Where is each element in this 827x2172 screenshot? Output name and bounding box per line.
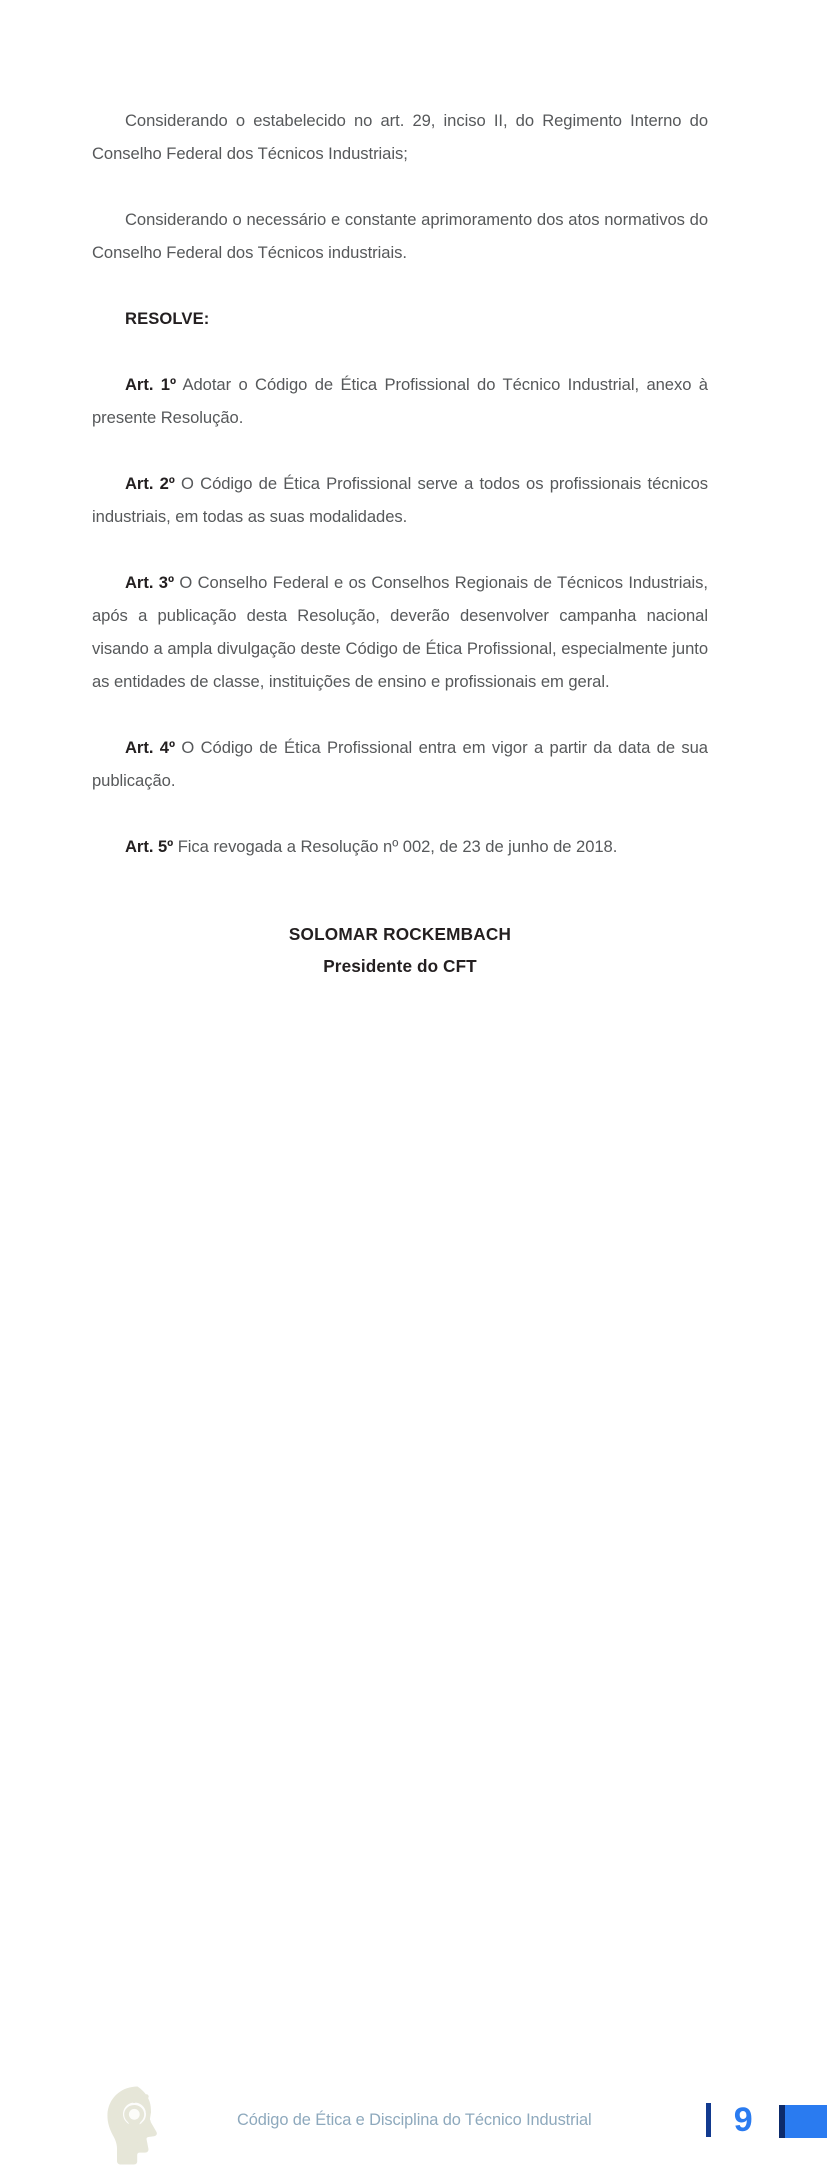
article-art-2 bbox=[92, 467, 708, 533]
article-text: Adotar o Código de Ética Profissional do Técnico Industrial, anexo à presente Resolução. bbox=[92, 375, 708, 427]
footer-title: Código de Ética e Disciplina do Técnico Industrial bbox=[237, 2111, 592, 2129]
footer-divider bbox=[706, 2103, 711, 2137]
footer-accent-block bbox=[779, 2105, 827, 2138]
paragraph-considerando-1 bbox=[92, 104, 708, 170]
article-label: Art. 4º bbox=[125, 738, 175, 757]
article-label: Art. 2º bbox=[125, 474, 175, 493]
article-label: Art. 3º bbox=[125, 573, 174, 592]
document-body bbox=[92, 104, 708, 863]
article-text: O Conselho Federal e os Conselhos Regionais de Técnicos Industriais, após a publicação desta Resolução, deverão desenvolver campanha nacional visando a ampla divulgação deste Código de Ética Profissional, especialmente junto as entidades de classe, instituições de ensino e profissionais em geral. bbox=[92, 573, 708, 691]
article-art-1 bbox=[92, 368, 708, 434]
paragraph-text: Considerando o necessário e constante aprimoramento dos atos normativos do Conselho Federal dos Técnicos industriais. bbox=[92, 210, 708, 262]
page-number: 9 bbox=[733, 2101, 753, 2139]
signature-block bbox=[92, 918, 708, 982]
page-footer bbox=[0, 1040, 827, 2139]
signatory-name: SOLOMAR ROCKEMBACH bbox=[288, 924, 512, 944]
signatory-role: Presidente do CFT bbox=[323, 956, 477, 976]
head-with-gear-icon bbox=[101, 2083, 173, 2167]
article-art-3 bbox=[92, 566, 708, 698]
article-text: O Código de Ética Profissional entra em vigor a partir da data de sua publicação. bbox=[92, 738, 708, 790]
article-text: O Código de Ética Profissional serve a todos os profissionais técnicos industriais, em todas as suas modalidades. bbox=[92, 474, 708, 526]
paragraph-text: Considerando o estabelecido no art. 29, inciso II, do Regimento Interno do Conselho Federal dos Técnicos Industriais; bbox=[92, 111, 708, 163]
article-text: Fica revogada a Resolução nº 002, de 23 de junho de 2018. bbox=[173, 837, 618, 856]
article-art-5 bbox=[92, 830, 708, 863]
article-label: Art. 1º bbox=[125, 375, 176, 394]
footer-accent-block-edge bbox=[779, 2105, 785, 2138]
resolve-heading: RESOLVE: bbox=[125, 309, 210, 328]
article-label: Art. 5º bbox=[125, 837, 174, 856]
paragraph-considerando-2 bbox=[92, 203, 708, 269]
article-art-4 bbox=[92, 731, 708, 797]
